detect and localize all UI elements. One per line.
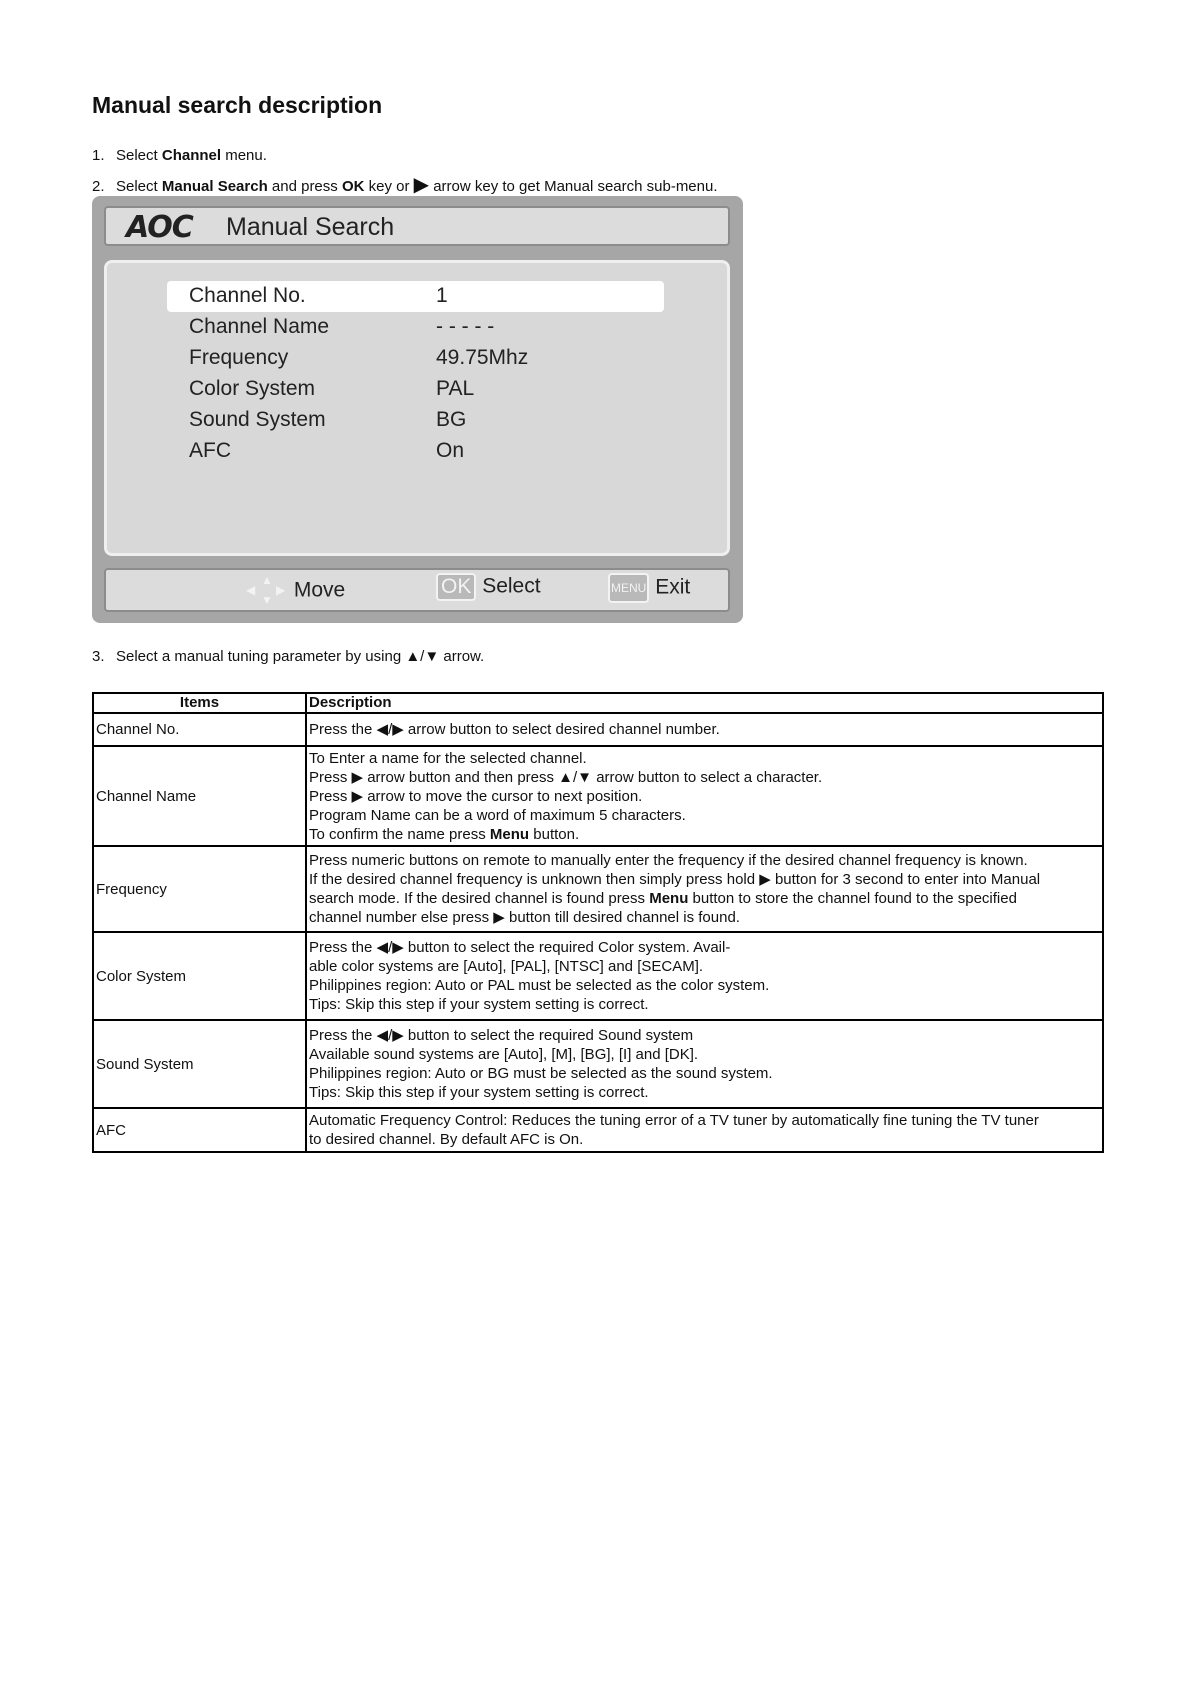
step-1: 1. Select Channel menu.	[92, 147, 267, 164]
table-row	[93, 746, 1103, 846]
menu-item-sound-system[interactable]: Sound System BG	[189, 408, 467, 431]
description-cell: Automatic Frequency Control: Reduces the tuning error of a TV tuner by automatically fine tuning the TV tuner to desired channel. By default AFC is On.	[306, 1108, 1103, 1152]
menu-title: Manual Search	[226, 213, 395, 241]
menu-body	[104, 260, 730, 556]
header-items: Items	[93, 693, 306, 713]
parameter-table	[92, 692, 1104, 1153]
menu-item-channel-name[interactable]: Channel Name - - - - -	[189, 315, 495, 338]
menu-key-icon: MENU	[608, 573, 649, 603]
menu-item-color-system[interactable]: Color System PAL	[189, 377, 475, 400]
description-cell: Press the ◀/▶ button to select the required Sound system Available sound systems are [Auto], [M], [BG], [I] and [DK]. Philippines region: Auto or BG must be selected as the sound system. Tips: Skip this step if your system setting is correct.	[306, 1020, 1103, 1108]
item-cell: AFC	[93, 1108, 306, 1152]
table-header-row	[93, 693, 1103, 713]
footer-exit: MENU Exit	[608, 573, 690, 603]
description-cell: Press the ◀/▶ arrow button to select desired channel number.	[306, 713, 1103, 746]
menu-item-afc[interactable]: AFC On	[189, 439, 465, 462]
right-arrow-icon: ▶	[413, 174, 430, 196]
footer-move: ▲ ▼ ◀ ▶ Move	[246, 573, 346, 607]
ok-key-icon: OK	[436, 573, 476, 601]
item-cell: Channel Name	[93, 746, 306, 846]
table-row	[93, 1108, 1103, 1152]
menu-header	[104, 206, 730, 246]
table-row	[93, 1020, 1103, 1108]
table-row	[93, 932, 1103, 1020]
menu-item-frequency[interactable]: Frequency 49.75Mhz	[189, 346, 529, 369]
navigation-arrows-icon: ▲ ▼ ◀ ▶	[246, 573, 286, 607]
step-2: 2. Select Manual Search and press OK key or ▶ arrow key to get Manual search sub-menu.	[92, 174, 718, 196]
item-cell: Frequency	[93, 846, 306, 932]
item-cell: Channel No.	[93, 713, 306, 746]
page-heading: Manual search description	[92, 92, 383, 118]
manual-search-menu	[92, 196, 743, 623]
item-cell: Sound System	[93, 1020, 306, 1108]
description-cell: To Enter a name for the selected channel. Press ▶ arrow button and then press ▲/▼ arrow button to select a character. Press ▶ arrow to move the cursor to next position. Program Name can be a word of maximum 5 characters. To confirm the name press Menu button.	[306, 746, 1103, 846]
aoc-logo: AOC	[126, 210, 193, 245]
step-3: 3. Select a manual tuning parameter by using ▲/▼ arrow.	[92, 648, 485, 665]
description-cell: Press the ◀/▶ button to select the required Color system. Avail- able color systems are [Auto], [PAL], [NTSC] and [SECAM]. Philippines region: Auto or PAL must be selected as the color system. Tips: Skip this step if your system setting is correct.	[306, 932, 1103, 1020]
footer-select: OK Select	[436, 573, 541, 601]
table-row	[93, 846, 1103, 932]
item-cell: Color System	[93, 932, 306, 1020]
description-cell: Press numeric buttons on remote to manually enter the frequency if the desired channel frequency is known. If the desired channel frequency is unknown then simply press hold ▶ button for 3 second to enter into Manual search mode. If the desired channel is found press Menu button to store the channel found to the specified channel number else press ▶ button till desired channel is found.	[306, 846, 1103, 932]
header-description: Description	[306, 693, 1103, 713]
table-row	[93, 713, 1103, 746]
menu-item-channel-no[interactable]: Channel No. 1	[167, 281, 664, 312]
menu-footer	[104, 568, 730, 612]
